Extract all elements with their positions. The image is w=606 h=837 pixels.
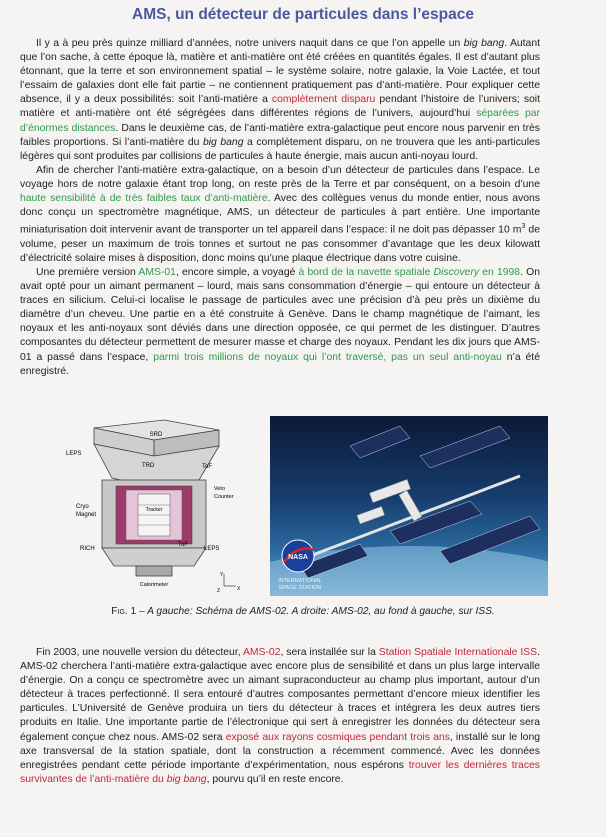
p1-italic-d: big bang	[202, 136, 244, 148]
iss-photo	[270, 416, 548, 596]
photo-line2: SPACE STATION	[278, 585, 322, 591]
caption-text: – A gauche: Schéma de AMS-02. A droite: AMS-02, au fond à gauche, sur ISS.	[136, 606, 495, 617]
iss-illustration	[270, 416, 548, 596]
label-tof-top: ToF	[202, 464, 213, 470]
p4-highlight-exposure: exposé aux rayons cosmiques pendant trois ans	[225, 731, 450, 743]
label-tof-bottom: ToF	[178, 542, 189, 548]
p2-text-a: Afin de chercher l’anti-matière extra-galactique, on a besoin d’un détecteur de particules dans l’espace. Le voyage hors de notre galaxie étant trop long, on reste près de la Terre et par conséquent, on a besoin d’une	[20, 164, 540, 190]
p1-italic-a: big bang	[463, 38, 505, 49]
p1-text-c: pendant l’histoire de l’univers; soit matière et anti-matière ont été ségrégées dans différentes régions de l’univers, aujourd’hui	[20, 94, 540, 120]
photo-line1: INTERNATIONAL	[278, 578, 322, 584]
paragraph-4	[20, 646, 540, 787]
label-rich: RICH	[80, 546, 95, 552]
label-cryo: Cryo	[76, 504, 89, 510]
label-tracker: Tracker	[145, 507, 163, 513]
p4-text-e: , pourvu qu’il en reste encore.	[206, 773, 344, 785]
label-leps-bottom: LEPS	[204, 546, 220, 552]
paragraph-2	[20, 164, 540, 266]
caption-label: Fig. 1	[111, 606, 137, 617]
p1-text-e: a complètement disparu, on ne trouvera que les anti-particules légères qui sont produites par collisions de particules à haute énergie, mais aucun anti-noyau lourd.	[20, 136, 540, 162]
axis-z-label: Z	[217, 588, 221, 594]
body-section-2	[20, 646, 540, 787]
nasa-logo: NASA	[288, 554, 308, 561]
p1-text-a: Il y a à peu près quinze milliard d’années, notre univers naquit dans ce que l’on appelle un	[36, 38, 464, 49]
p3-highlight-navette: à bord de la navette spatiale	[298, 266, 434, 278]
p4-highlight-bigbang: big bang	[166, 773, 207, 785]
label-veto: Veto	[214, 486, 226, 492]
p4-text-a: Fin 2003, une nouvelle version du détecteur,	[36, 647, 243, 658]
p3-highlight-ams01: AMS-01	[138, 266, 176, 278]
p4-highlight-ams02: AMS-02	[242, 647, 281, 658]
p1-text-d: . Dans le deuxième cas, de l’anti-matière extra-galactique peut encore nous parvenir en très faibles proportions. Si l’anti-matière du	[20, 122, 541, 148]
paragraph-3	[20, 266, 540, 379]
p3-text-a: Une première version	[36, 266, 139, 278]
p1-text-b: . Autant que l’on sache, à cette époque là, matière et anti-matière ont été créées en quantités égales. Il est d’autant plus étonnant, que la terre et son environnement spatial – le système solaire, notre galaxie, la Voie Lactée, et tout l’essaim de galaxies dont elle fait partie – ne contiennent pratiquement pas d’anti-matière. Pour expliquer cette absence, il y a deux possibilités: soit l’anti-matière a	[20, 38, 540, 106]
label-trd: TRD	[142, 463, 155, 469]
label-magnet: Magnet	[76, 512, 97, 518]
axis-y-label: Y	[220, 572, 224, 578]
axis-x-label: X	[237, 586, 241, 592]
body-section-1	[20, 37, 540, 379]
p4-text-c: . AMS-02 cherchera l’anti-matière extra-galactique avec encore plus de sensibilité et dans un plus large intervalle d’énergie. On a conçu ce spectromètre avec un aimant supraconducteur au champ plus important, autour d’un détecteur à traces perfectionné. Il sera entouré d’autres composantes permettant d’encore mieux identifier les particules. L’Université de Genève produira un tiers du détecteur à traces et intégrera les deux autres tiers produits en Italie. Une importante partie de l’électronique qui sert à enregistrer les données du détecteur sera également conçue chez nous. AMS-02 sera	[20, 647, 540, 743]
ams02-diagram	[54, 410, 254, 600]
p3-text-d: n’a été enregistré.	[20, 351, 540, 377]
p2-highlight-green: haute sensibilité à de très faibles taux d’anti-matière	[20, 193, 268, 205]
p1-highlight-red: complètement disparu	[271, 94, 376, 106]
p2-text-c: de volume, peser un maximum de trois tonnes et surtout ne pas consommer d’avantage que les deux kilowatt d’électricité solaire mises à disposition, donc moins qu’une plaque électrique dans votre cuisine.	[20, 224, 540, 264]
p3-highlight-1998: en 1998	[479, 266, 521, 278]
p2-superscript: 3	[521, 223, 526, 231]
label-calorimeter: Calorimeter	[139, 582, 169, 588]
p4-text-d: , installé sur le long axe transversal de la station spatiale, dont la construction a récemment commencé. Avec les données enregistrées pendant cette période importante d’expérimentation, nous espérons	[20, 731, 540, 771]
page-title: AMS, un détecteur de particules dans l’espace	[132, 6, 474, 23]
p3-highlight-discovery: Discovery	[433, 266, 480, 278]
p1-highlight-green: séparées par d’énormes distances	[20, 108, 540, 134]
p3-highlight-result: parmi trois millions de noyaux qui l’ont traversé, pas un seul anti-noyau	[153, 351, 502, 363]
label-leps-top: LEPS	[66, 451, 82, 457]
p4-text-b: , sera installée sur la	[280, 647, 379, 658]
p4-highlight-traces: trouver les dernières traces survivantes de l’anti-matière du	[20, 759, 540, 785]
figure-1	[54, 410, 534, 605]
paragraph-1	[20, 37, 540, 164]
p4-highlight-iss: Station Spatiale Internationale ISS	[378, 647, 538, 658]
label-srd: SRD	[149, 432, 163, 438]
p3-text-c: . On avait opté pour un aimant permanent – lourd, mais sans consommation d’énergie – qui entoure un détecteur à traces en silicium. Celui-ci localise le passage de particules avec une précision d’à peu près un dixième du diamètre d’un cheveu. Une partie en a été construite à Genève. Dans le champ magnétique de l’aimant, les noyaux et les anti-noyaux sont déviés dans une direction opposée, ce qui permet de les distinguer. D’autres composantes du détecteur permettent de mesurer masse et charge des noyaux. Pendant les dix jours que AMS-01 a passé dans l’espace,	[20, 266, 540, 363]
label-counter: Counter	[214, 494, 234, 500]
p2-text-b: . Avec des collègues venus du monde entier, nous avons donc conçu un spectromètre magnétique, AMS, un détecteur de particules à part entière. Une importante miniaturisation doit intervenir avant de transporter un tel appareil dans l’espace: il ne doit pas dépasser 10 m	[20, 193, 540, 236]
p3-text-b: , encore simple, a voyagé	[175, 266, 299, 278]
figure-caption	[0, 606, 606, 617]
